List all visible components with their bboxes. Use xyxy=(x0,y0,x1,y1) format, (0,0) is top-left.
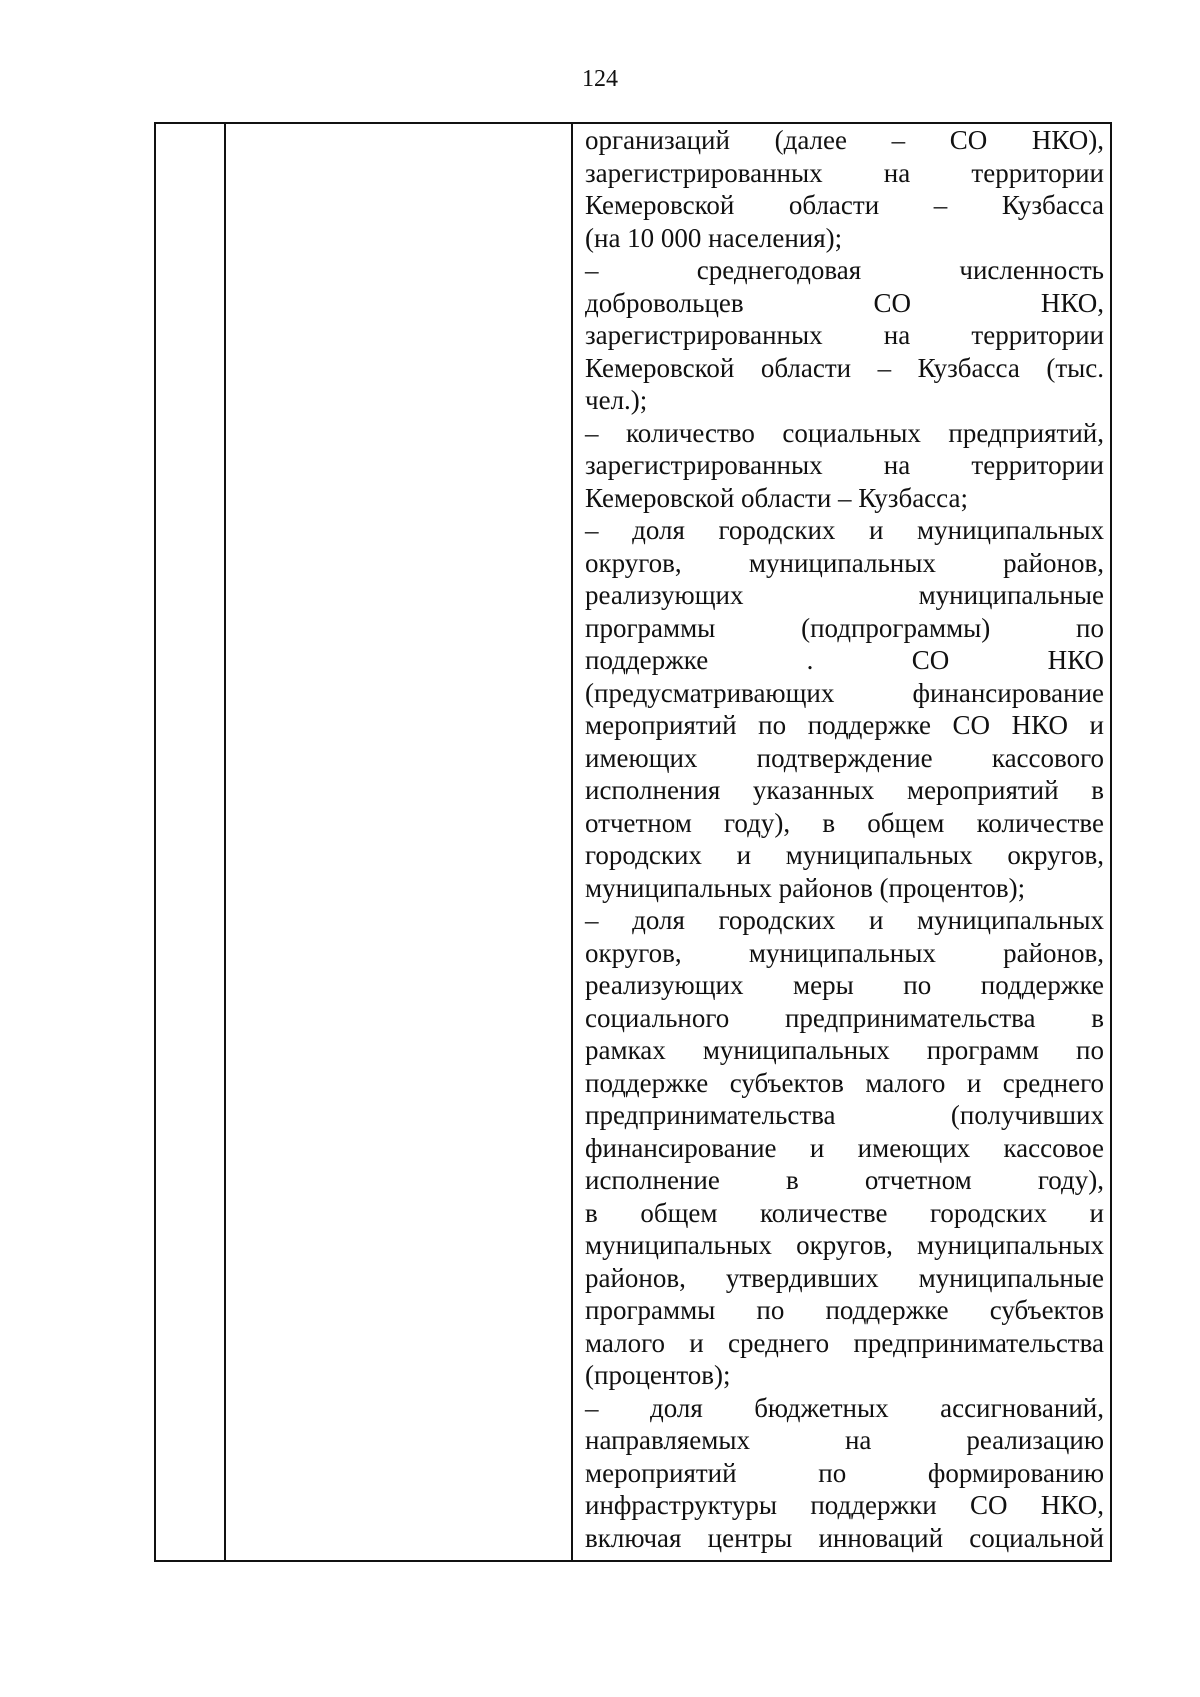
cell-text-line: Кемеровской области – Кузбасса; xyxy=(585,482,968,513)
cell-text-line: – доля городских и муниципальных xyxy=(585,515,1104,545)
cell-text-line: зарегистрированных на территории xyxy=(585,450,1104,480)
cell-text-line: районов, утвердивших муниципальные xyxy=(585,1262,1104,1293)
cell-text-line: (предусматривающих финансирование xyxy=(585,677,1104,708)
cell-text-line: инфраструктуры поддержки СО НКО, xyxy=(585,1490,1104,1520)
cell-text-line: поддержке субъектов малого и среднего xyxy=(585,1067,1104,1098)
indicator-table xyxy=(154,122,1112,1562)
cell-text-line: зарегистрированных на территории xyxy=(585,157,1104,188)
cell-text-line: Кемеровской области – Кузбасса xyxy=(585,190,1104,220)
cell-text-line: отчетном году), в общем количестве xyxy=(585,807,1104,838)
column-divider-2 xyxy=(571,124,573,1560)
cell-text-line: муниципальных округов, муниципальных xyxy=(585,1230,1104,1260)
cell-text-line: поддержке . СО НКО xyxy=(585,645,1104,675)
cell-text-line: чел.); xyxy=(585,385,648,415)
cell-text-line: предпринимательства (получивших xyxy=(585,1100,1104,1130)
cell-text-line: организаций (далее – СО НКО), xyxy=(585,125,1104,155)
cell-text-line: округов, муниципальных районов, xyxy=(585,547,1104,578)
cell-text-line: Кемеровской области – Кузбасса (тыс. xyxy=(585,352,1104,383)
cell-text-line: (процентов); xyxy=(585,1360,731,1390)
cell-text-line: реализующих меры по поддержке xyxy=(585,970,1104,1000)
cell-text-line: реализующих муниципальные xyxy=(585,580,1104,610)
indicators-cell-text xyxy=(585,124,1104,1554)
cell-text-line: исполнения указанных мероприятий в xyxy=(585,775,1104,805)
cell-text-line: городских и муниципальных округов, xyxy=(585,840,1104,870)
cell-text-line: программы (подпрограммы) по xyxy=(585,612,1104,643)
cell-text-line: социального предпринимательства в xyxy=(585,1002,1104,1033)
cell-text-line: программы по поддержке субъектов xyxy=(585,1295,1104,1325)
cell-text-line: – доля бюджетных ассигнований, xyxy=(585,1392,1104,1423)
cell-text-line: – количество социальных предприятий, xyxy=(585,417,1104,448)
cell-text-line: добровольцев СО НКО, xyxy=(585,287,1104,318)
cell-text-line: – среднегодовая численность xyxy=(585,255,1104,285)
cell-text-line: (на 10 000 населения); xyxy=(585,222,843,253)
column-divider-1 xyxy=(224,124,226,1560)
cell-text-line: зарегистрированных на территории xyxy=(585,320,1104,350)
cell-text-line: малого и среднего предпринимательства xyxy=(585,1327,1104,1358)
cell-text-line: рамках муниципальных программ по xyxy=(585,1035,1104,1065)
cell-text-line: округов, муниципальных районов, xyxy=(585,937,1104,968)
cell-text-line: мероприятий по формированию xyxy=(585,1457,1104,1488)
cell-text-line: направляемых на реализацию xyxy=(585,1425,1104,1455)
cell-text-line: исполнение в отчетном году), xyxy=(585,1165,1104,1195)
cell-text-line: муниципальных районов (процентов); xyxy=(585,872,1026,903)
cell-text-line: в общем количестве городских и xyxy=(585,1197,1104,1228)
cell-text-line: включая центры инноваций социальной xyxy=(585,1522,1104,1553)
cell-text-line: мероприятий по поддержке СО НКО и xyxy=(585,710,1104,740)
cell-text-line: имеющих подтверждение кассового xyxy=(585,742,1104,773)
cell-text-line: – доля городских и муниципальных xyxy=(585,905,1104,935)
cell-text-line: финансирование и имеющих кассовое xyxy=(585,1132,1104,1163)
page-number: 124 xyxy=(582,66,618,92)
